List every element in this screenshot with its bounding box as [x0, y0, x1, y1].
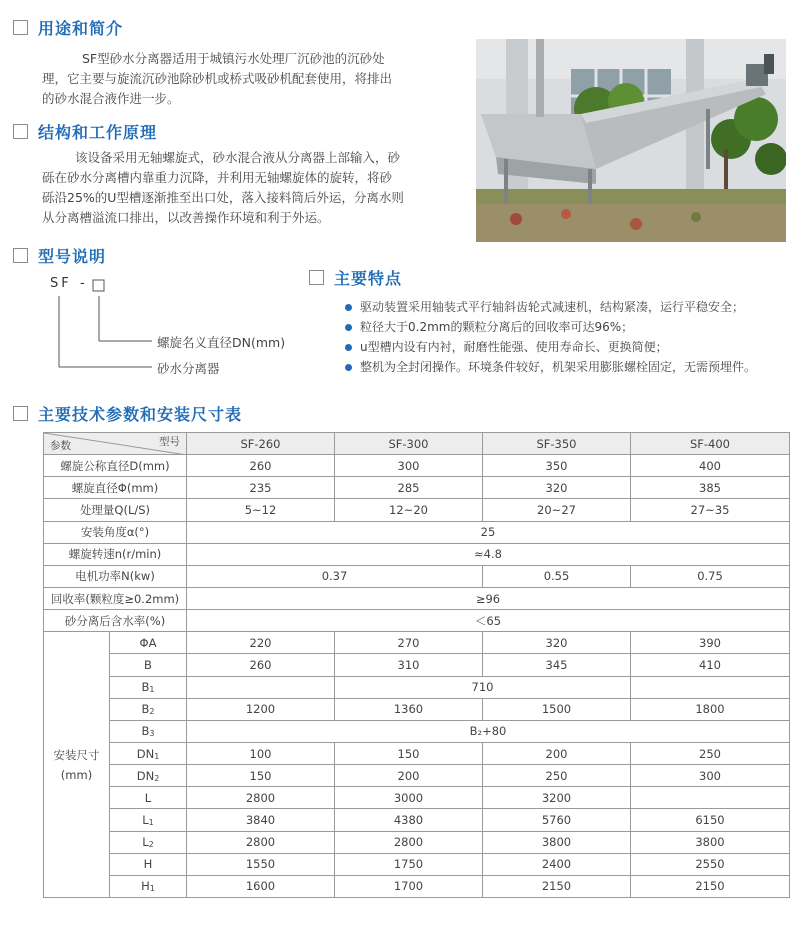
- section-title: 主要技术参数和安装尺寸表: [38, 405, 243, 424]
- row-label: 处理量Q(L/S): [44, 499, 187, 521]
- table-header-cell: SF-260: [187, 433, 335, 455]
- table-row: [44, 565, 790, 587]
- table-cell: 250: [483, 765, 631, 787]
- list-item: [345, 297, 756, 317]
- table-cell: [631, 787, 790, 809]
- table-cell: 220: [187, 632, 335, 654]
- table-row: [44, 787, 790, 809]
- table-cell: 2400: [483, 853, 631, 875]
- row-label: 回收率(颗粒度≥0.2mm): [44, 587, 187, 609]
- table-cell: 5~12: [187, 499, 335, 521]
- feature-text: 驱动装置采用轴装式平行轴斜齿轮式减速机，结构紧凑，运行平稳安全；: [360, 300, 745, 314]
- dim-name: [110, 742, 187, 764]
- section-principle-header: [13, 120, 157, 143]
- table-cell: 2800: [187, 787, 335, 809]
- table-cell: 300: [631, 765, 790, 787]
- table-row: [44, 610, 790, 632]
- checkbox-square-icon: [13, 124, 28, 139]
- table-header-cell: SF-350: [483, 433, 631, 455]
- table-cell: 260: [187, 654, 335, 676]
- text-line: 砾在砂水分离槽内靠重力沉降，并利用无轴螺旋体的旋转，将砂: [42, 170, 393, 185]
- dim-name: [110, 720, 187, 742]
- table-cell: 2150: [483, 875, 631, 897]
- bullet-dot-icon: [345, 364, 352, 371]
- row-label: 螺旋公称直径D(mm): [44, 455, 187, 477]
- table-cell: 150: [187, 765, 335, 787]
- bullet-dot-icon: [345, 304, 352, 311]
- table-cell: 2150: [631, 875, 790, 897]
- table-row: [44, 875, 790, 897]
- table-cell: 6150: [631, 809, 790, 831]
- install-dim-unit: (mm): [60, 767, 93, 782]
- table-cell: 3000: [335, 787, 483, 809]
- table-cell: 300: [335, 455, 483, 477]
- table-cell: 20~27: [483, 499, 631, 521]
- principle-paragraph: [42, 148, 462, 228]
- table-cell: ≥96: [187, 587, 790, 609]
- section-title: 主要特点: [334, 269, 403, 288]
- table-row: [44, 853, 790, 875]
- install-dim-group-label: [44, 632, 110, 898]
- table-cell: 200: [483, 742, 631, 764]
- table-cell: 12~20: [335, 499, 483, 521]
- table-cell: [631, 676, 790, 698]
- dim-name-main: B: [141, 680, 150, 695]
- feature-text: u型槽内设有内衬，耐磨性能强、使用寿命长、更换简便；: [360, 340, 668, 354]
- table-header-cell: SF-300: [335, 433, 483, 455]
- table-cell: 0.55: [483, 565, 631, 587]
- table-cell: [187, 676, 335, 698]
- spec-table: [43, 432, 790, 898]
- dim-name-sub: 3: [149, 729, 155, 739]
- table-row: [44, 676, 790, 698]
- dim-name-main: H: [141, 879, 150, 894]
- table-cell: 2800: [187, 831, 335, 853]
- table-cell: 270: [335, 632, 483, 654]
- table-cell: 260: [187, 455, 335, 477]
- section-intro-header: [13, 16, 123, 39]
- bullet-dot-icon: [345, 344, 352, 351]
- checkbox-square-icon: [13, 406, 28, 421]
- table-cell: 3800: [631, 831, 790, 853]
- table-row: [44, 632, 790, 654]
- table-cell: 390: [631, 632, 790, 654]
- table-header-row: [44, 433, 790, 455]
- section-title: 用途和简介: [38, 19, 124, 38]
- model-label-name: 砂水分离器: [157, 361, 220, 376]
- table-cell: 2550: [631, 853, 790, 875]
- dim-name-sub: 1: [149, 884, 155, 894]
- table-cell: 250: [631, 742, 790, 764]
- table-header-cell: SF-400: [631, 433, 790, 455]
- table-cell: 0.75: [631, 565, 790, 587]
- table-cell: 285: [335, 477, 483, 499]
- table-row: [44, 499, 790, 521]
- table-cell: ≈4.8: [187, 543, 790, 565]
- dim-name-sub: 2: [148, 840, 154, 850]
- feature-text: 粒径大于0.2mm的颗粒分离后的回收率可达96%；: [360, 320, 634, 334]
- row-label: 螺旋直径Φ(mm): [44, 477, 187, 499]
- table-cell: 200: [335, 765, 483, 787]
- table-cell: 3840: [187, 809, 335, 831]
- table-cell: 1600: [187, 875, 335, 897]
- table-row: [44, 543, 790, 565]
- section-title: 型号说明: [38, 247, 107, 266]
- row-label: 安装角度α(°): [44, 521, 187, 543]
- table-cell: ＜65: [187, 610, 790, 632]
- table-row: [44, 742, 790, 764]
- intro-paragraph: [42, 49, 462, 109]
- table-cell: 410: [631, 654, 790, 676]
- text-line: SF型砂水分离器适用于城镇污水处理厂沉砂池的沉砂处: [82, 51, 385, 66]
- row-label: 电机功率N(kw): [44, 565, 187, 587]
- model-label-dn: 螺旋名义直径DN(mm): [157, 335, 286, 350]
- dim-name: H: [110, 853, 187, 875]
- dim-name-main: DN: [136, 746, 155, 761]
- table-cell: 100: [187, 742, 335, 764]
- table-row: [44, 521, 790, 543]
- section-features-header: [309, 266, 402, 289]
- dim-name-sub: 2: [154, 773, 160, 783]
- dim-name-sub: 1: [154, 751, 160, 761]
- list-item: [345, 337, 756, 357]
- dim-name: [110, 809, 187, 831]
- table-cell: 1200: [187, 698, 335, 720]
- list-item: [345, 357, 756, 377]
- row-label: 砂分离后含水率(%): [44, 610, 187, 632]
- install-dim-label: 安装尺寸: [53, 747, 100, 762]
- text-line: 从分离槽溢流口排出，以改善操作环境和利于外运。: [42, 210, 330, 225]
- dim-name: [110, 875, 187, 897]
- dim-name-main: L: [142, 812, 149, 827]
- dim-name-main: L: [142, 835, 149, 850]
- table-cell: 310: [335, 654, 483, 676]
- dim-name: [110, 698, 187, 720]
- feature-text: 整机为全封闭操作。环境条件较好，机架采用膨胀螺栓固定，无需预埋件。: [360, 360, 757, 374]
- text-line: 砾沿25%的U型槽逐渐推至出口处，落入接料筒后外运，分离水则: [42, 190, 404, 205]
- table-cell: 150: [335, 742, 483, 764]
- table-cell: 1360: [335, 698, 483, 720]
- dim-name-sub: 1: [148, 817, 154, 827]
- dim-name: [110, 676, 187, 698]
- table-cell: 320: [483, 477, 631, 499]
- table-corner-cell: [44, 433, 187, 455]
- corner-label-param: 参数: [50, 440, 71, 453]
- table-cell: 710: [335, 676, 631, 698]
- dim-name-sub: 2: [149, 707, 155, 717]
- dim-name: B: [110, 654, 187, 676]
- table-cell: 345: [483, 654, 631, 676]
- table-row: [44, 654, 790, 676]
- table-cell: 1750: [335, 853, 483, 875]
- list-item: [345, 317, 756, 337]
- table-cell: 1500: [483, 698, 631, 720]
- checkbox-square-icon: [13, 248, 28, 263]
- table-cell: 1550: [187, 853, 335, 875]
- corner-label-model: 型号: [159, 436, 180, 448]
- table-cell: 1700: [335, 875, 483, 897]
- table-row: [44, 477, 790, 499]
- table-cell: 4380: [335, 809, 483, 831]
- table-cell: 400: [631, 455, 790, 477]
- table-cell: 25: [187, 521, 790, 543]
- table-row: [44, 809, 790, 831]
- table-cell: 5760: [483, 809, 631, 831]
- table-cell: B₂+80: [187, 720, 790, 742]
- table-row: [44, 698, 790, 720]
- table-cell: 235: [187, 477, 335, 499]
- table-row: [44, 720, 790, 742]
- dim-name: [110, 831, 187, 853]
- model-code-dash: -: [80, 276, 85, 291]
- table-row: [44, 765, 790, 787]
- section-table-header: [13, 402, 242, 425]
- dim-name-sub: 1: [149, 685, 155, 695]
- section-model-header: [13, 244, 106, 267]
- table-cell: 350: [483, 455, 631, 477]
- dim-name-main: DN: [136, 768, 155, 783]
- dim-name: [110, 765, 187, 787]
- dim-name: L: [110, 787, 187, 809]
- table-cell: 1800: [631, 698, 790, 720]
- table-cell: 385: [631, 477, 790, 499]
- dim-name: ΦA: [110, 632, 187, 654]
- sand-water-separator-photo: [476, 39, 786, 242]
- dim-name-main: B: [141, 702, 150, 717]
- row-label: 螺旋转速n(r/min): [44, 543, 187, 565]
- table-row: [44, 831, 790, 853]
- product-photo: [476, 39, 786, 242]
- text-line: 该设备采用无轴螺旋式，砂水混合液从分离器上部输入，砂: [75, 150, 401, 165]
- table-cell: 3200: [483, 787, 631, 809]
- text-line: 的砂水混合液作进一步。: [42, 91, 180, 106]
- table-cell: 320: [483, 632, 631, 654]
- table-cell: 3800: [483, 831, 631, 853]
- checkbox-square-icon: [13, 20, 28, 35]
- bullet-dot-icon: [345, 324, 352, 331]
- text-line: 理，它主要与旋流沉砂池除砂机或桥式吸砂机配套使用，将排出: [42, 71, 393, 86]
- table-row: [44, 455, 790, 477]
- model-code-diagram: [40, 277, 320, 387]
- table-cell: 2800: [335, 831, 483, 853]
- checkbox-square-icon: [309, 270, 324, 285]
- features-list: [345, 297, 756, 377]
- table-cell: 27~35: [631, 499, 790, 521]
- section-title: 结构和工作原理: [38, 123, 158, 142]
- table-row: [44, 587, 790, 609]
- table-cell: 0.37: [187, 565, 483, 587]
- model-code-prefix: SF: [50, 276, 72, 291]
- dim-name-main: B: [141, 724, 150, 739]
